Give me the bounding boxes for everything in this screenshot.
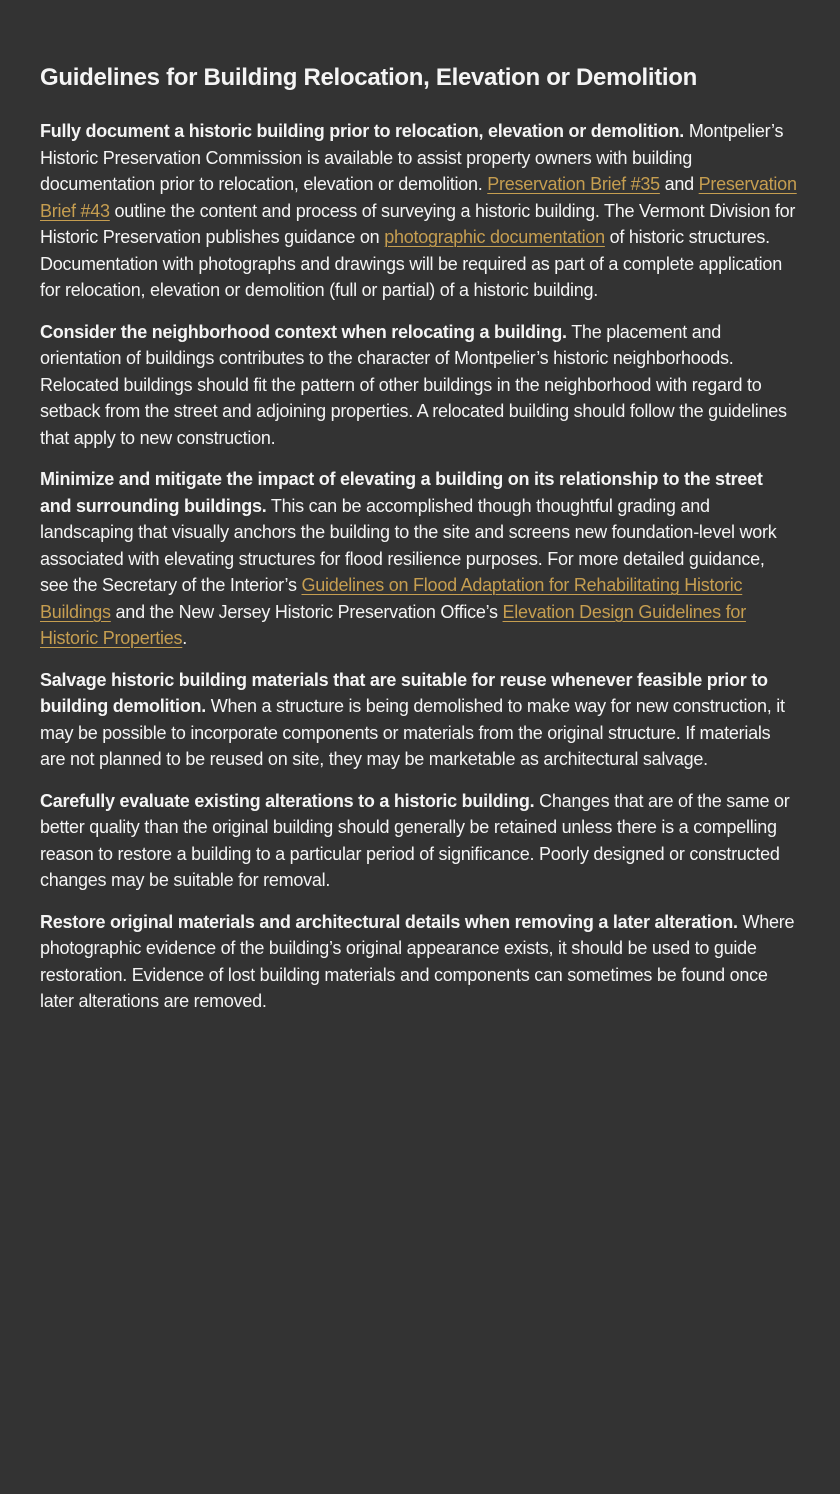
paragraph-neighborhood-context bbox=[40, 319, 797, 452]
paragraph-text: The placement and orientation of buildings contributes to the character of Montpelier’s historic neighborhoods. Relocated buildings should fit the pattern of other buildings in the neighborhood with regard to setback from the street and adjoining properties. A relocated building should follow the guidelines that apply to new construction. bbox=[40, 321, 787, 448]
paragraph-lead: Carefully evaluate existing alterations to a historic building. bbox=[40, 790, 535, 811]
paragraph-text: Montpelier’s Historic Preservation Commission is available to assist property owners with building documentation prior to relocation, elevation or demolition. bbox=[40, 121, 784, 194]
paragraph-fully-document bbox=[40, 118, 797, 304]
paragraph-text: outline the content and process of surveying a historic building. The Vermont Division for Historic Preservation publishes guidance on bbox=[40, 200, 796, 247]
paragraph-restore-original-materials bbox=[40, 909, 797, 1015]
paragraph-text: and the New Jersey Historic Preservation Office’s bbox=[110, 601, 503, 622]
paragraph-text: Where photographic evidence of the building’s original appearance exists, it should be used to guide restoration. Evidence of lost building materials and components can sometimes be found once later alterations are removed. bbox=[40, 911, 795, 1011]
paragraph-text: This can be accomplished though thoughtful grading and landscaping that visually anchors the building to the site and screens new foundation-level work associated with elevating structures for flood resilience purposes. For more detailed guidance, see the Secretary of the Interior’s bbox=[40, 495, 777, 595]
paragraph-text: Changes that are of the same or better quality than the original building should generally be retained unless there is a compelling reason to restore a building to a particular period of significance. Poorly designed or constructed changes may be suitable for removal. bbox=[40, 790, 790, 890]
photographic-documentation-link[interactable]: photographic documentation bbox=[384, 227, 605, 247]
paragraph-text: . bbox=[182, 628, 188, 648]
paragraph-text: When a structure is being demolished to make way for new construction, it may be possible to incorporate components or materials from the original structure. If materials are not planned to be reused on site, they may be marketable as architectural salvage. bbox=[40, 696, 785, 769]
preservation-brief-43-link[interactable]: Preservation Brief #43 bbox=[40, 174, 797, 221]
paragraph-text: and bbox=[659, 174, 699, 194]
paragraph-text: of historic structures. Documentation with photographs and drawings will be required as part of a complete application for relocation, elevation or demolition (full or partial) of a historic building. bbox=[40, 227, 782, 300]
paragraph-lead: Minimize and mitigate the impact of elevating a building on its relationship to the street and surrounding buildings. bbox=[40, 469, 763, 516]
paragraph-lead: Salvage historic building materials that are suitable for reuse whenever feasible prior to building demolition. bbox=[40, 669, 768, 716]
document-content bbox=[40, 63, 797, 1030]
page-title: Guidelines for Building Relocation, Elevation or Demolition bbox=[40, 64, 698, 91]
paragraphs bbox=[40, 118, 797, 1015]
paragraph-evaluate-alterations bbox=[40, 788, 797, 894]
paragraph-lead: Fully document a historic building prior to relocation, elevation or demolition. bbox=[40, 121, 685, 141]
preservation-brief-35-link[interactable]: Preservation Brief #35 bbox=[487, 174, 660, 194]
paragraph-lead: Restore original materials and architectural details when removing a later alteration. bbox=[40, 911, 738, 932]
paragraph-minimize-elevation-impact bbox=[40, 466, 797, 652]
paragraph-lead: Consider the neighborhood context when relocating a building. bbox=[40, 321, 567, 342]
elevation-design-guidelines-link[interactable]: Elevation Design Guidelines for Historic Properties bbox=[40, 601, 746, 648]
paragraph-salvage-materials bbox=[40, 667, 797, 773]
flood-adaptation-guidelines-link[interactable]: Guidelines on Flood Adaptation for Rehabilitating Historic Buildings bbox=[40, 575, 743, 622]
